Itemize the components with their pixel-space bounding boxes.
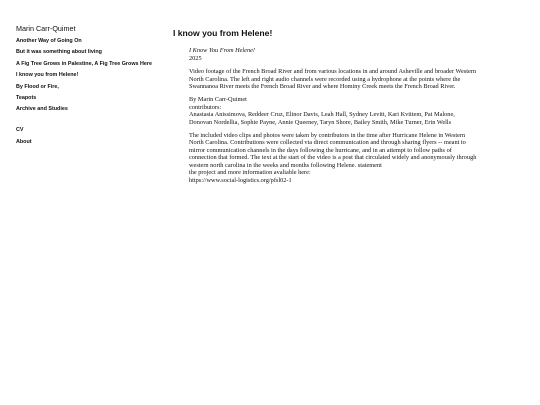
nav-item-archive[interactable]: Archive and Studies (16, 106, 68, 113)
work-year: 2025 (189, 54, 202, 62)
main-content (173, 28, 479, 190)
contributors-list: Anastasia Anissimova, Reddeer Cruz, Elinor Davis, Leah Hall, Sydney Levitt, Kari Kvittem, Pat Malone, Donovan Nordellia, Sophie Payne, Annie Queeney, Taryn Shore, Bailey Smith, Mike Turner, Erin Wells (189, 111, 455, 126)
statement-text: The included video clips and photos were taken by contributors in the time after Hurricane Helene in Western North Carolina. Contributions were collected via direct communication and through sharing flyers -- meant to mirror communication channels in the days following the hurricane, and in an attempt to follow paths of connection that formed. The text at the start of the video is a post that circulated widely and anonymously through western north carolina in the weeks and months following Helene. statement (189, 132, 477, 169)
description-text: Video footage of the French Broad River and from various locations in and around Asheville and broader Western North Carolina. The left and right audio channels were recorded using a hydrophone at the points where the Swannanoa River meets the French Broad River and where Hominy Creek meets the French Broad River. (189, 68, 476, 91)
credits-block (189, 96, 479, 126)
info-label: the project and more information avaliable here: (189, 169, 311, 177)
nav-item-fig-tree[interactable]: A Fig Tree Grows in Palestine, A Fig Tree Grows Here (16, 60, 153, 67)
nav-item-another-way[interactable]: Another Way of Going On (16, 38, 82, 44)
nav-item-something-about-living[interactable]: But it was something about living (16, 49, 102, 56)
info-url[interactable]: https://www.social-logistics.org/pfsl02-1 (189, 176, 292, 184)
site-title-link[interactable]: Marin Carr-Quimet (16, 24, 76, 33)
statement-block (189, 132, 479, 184)
primary-nav (16, 38, 166, 113)
nav-item-teapots[interactable]: Teapots (16, 94, 37, 101)
page-title: I know you from Helene! (173, 28, 273, 38)
nav-item-flood-or-fire[interactable]: By Flood or Fire, (16, 83, 59, 90)
sidebar (16, 24, 166, 150)
work-title: I Know You From Helene! (189, 47, 255, 55)
description-block (189, 68, 479, 90)
byline: By Marin Carr-Quimet (189, 96, 247, 104)
nav-item-helene[interactable]: I know you from Helene! (16, 72, 79, 79)
nav-item-about[interactable]: About (16, 138, 32, 145)
nav-item-cv[interactable]: CV (16, 127, 24, 134)
secondary-nav (16, 127, 166, 145)
contributors-label: contributors: (189, 103, 222, 111)
work-meta (189, 47, 479, 62)
